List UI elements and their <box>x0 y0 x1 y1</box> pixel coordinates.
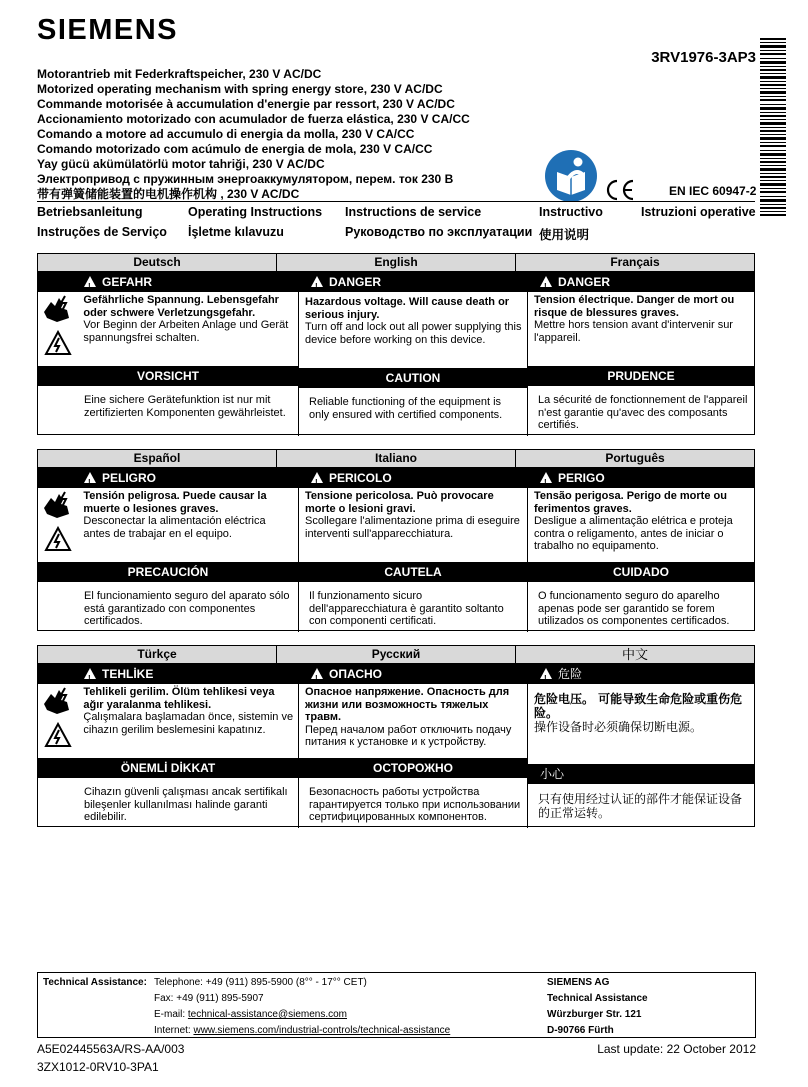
danger-bar <box>38 468 298 488</box>
caution-bar: CAUTELA <box>299 562 527 582</box>
danger-label: PELIGRO <box>102 471 157 485</box>
manual-title-it: Istruzioni operative <box>641 205 756 219</box>
caution-bar: CUIDADO <box>528 562 754 582</box>
language-header-row <box>38 254 754 272</box>
safety-block-3 <box>37 645 755 827</box>
lang-heading: Español <box>133 451 181 465</box>
document-number: A5E02445563A/RS-AA/003 <box>37 1042 185 1056</box>
language-header-row <box>38 646 754 664</box>
lang-heading: Türkçe <box>137 647 177 661</box>
warning-icon <box>84 668 96 679</box>
manual-title-ru: Руководство по эксплуатации <box>345 225 533 239</box>
danger-bold-text: Опасное напряжение. Опасность для жизни или возможность тяжелых травм. <box>305 686 510 723</box>
footer-email-row <box>154 1009 347 1020</box>
caution-bar: 小心 <box>528 764 754 784</box>
danger-label: ОПАСНО <box>329 667 382 681</box>
lang-heading: Português <box>515 450 754 467</box>
caution-text: El funcionamiento seguro del aparato sólo está garantizado con componentes certificados. <box>84 590 290 627</box>
caution-bar: CAUTION <box>299 368 527 388</box>
danger-text: 操作设备时必须确保切断电源。 <box>534 720 703 734</box>
title-en: Motorized operating mechanism with spring energy store, 230 V AC/DC <box>37 82 443 96</box>
danger-bar <box>528 664 754 684</box>
danger-bold-text: 危险电压。 可能导致生命危险或重伤危险。 <box>534 692 743 720</box>
footer-city: D-90766 Fürth <box>547 1025 614 1036</box>
lang-heading: 中文 <box>515 646 754 663</box>
footer-fax: Fax: +49 (911) 895-5907 <box>154 993 264 1004</box>
caution-bar: PRUDENCE <box>528 366 754 386</box>
caution-bar: PRECAUCIÓN <box>38 562 298 582</box>
warning-icon <box>311 472 323 483</box>
manual-title-de: Betriebsanleitung <box>37 205 143 219</box>
danger-text: Vor Beginn der Arbeiten Anlage und Gerät spannungsfrei schalten. <box>83 319 289 344</box>
lang-heading: Русский <box>276 646 515 663</box>
lang-heading: English <box>276 254 515 271</box>
manual-title-fr: Instructions de service <box>345 205 482 219</box>
footer-email-link[interactable]: technical-assistance@siemens.com <box>187 1009 348 1020</box>
title-fr: Commande motorisée à accumulation d'energie par ressort, 230 V AC/DC <box>37 97 455 111</box>
warning-icon <box>311 276 323 287</box>
title-es: Accionamiento motorizado con acumulador de fuerza elástica, 230 V CA/CC <box>37 112 470 126</box>
footer-email-label: E-mail: <box>154 1009 188 1020</box>
danger-bold-text: Tensione pericolosa. Può provocare morte o lesioni gravi. <box>305 490 494 515</box>
caution-text: O funcionamento seguro do aparelho apenas pode ser garantido se forem utilizados os componentes certificados. <box>538 590 730 627</box>
danger-text: Перед началом работ отключить подачу питания к установке и к устройству. <box>305 723 512 748</box>
danger-bar <box>38 272 298 292</box>
danger-bold-text: Tehlikeli gerilim. Ölüm tehlikesi veya ağır yaralanma tehlikesi. <box>83 686 275 711</box>
lang-heading: Deutsch <box>133 255 181 269</box>
danger-label: 危险 <box>558 667 583 681</box>
footer-street: Würzburger Str. 121 <box>547 1009 642 1020</box>
danger-text: Çalışmalara başlamadan önce, sistemin ve cihazın gerilim beslemesini kapatınız. <box>83 711 294 736</box>
caution-bar: ОСТОРОЖНО <box>299 758 527 778</box>
footer-internet-row <box>154 1025 450 1036</box>
danger-bar <box>299 664 527 684</box>
danger-label: GEFAHR <box>102 275 153 289</box>
footer-label: Technical Assistance: <box>43 977 147 988</box>
danger-text: Scollegare l'alimentazione prima di eseguire interventi sull'apparecchiatura. <box>305 515 520 540</box>
footer-internet-label: Internet: <box>154 1025 194 1036</box>
warning-icon <box>84 276 96 287</box>
manual-title-tr: İşletme kılavuzu <box>188 225 284 239</box>
danger-text: Desligue a alimentação elétrica e proteja contra o religamento, antes de iniciar o trabalho no equipamento. <box>534 515 733 552</box>
danger-bar <box>38 664 298 684</box>
danger-bold-text: Tension électrique. Danger de mort ou risque de blessures graves. <box>534 294 735 319</box>
caution-text: Cihazın güvenli çalışması ancak sertifikalı bileşenler kullanılması halinde garanti edilebilir. <box>84 786 288 823</box>
danger-bold-text: Hazardous voltage. Will cause death or serious injury. <box>305 296 510 321</box>
order-number: 3RV1976-3AP3 <box>651 49 756 66</box>
caution-text: Безопасность работы устройства гарантируется только при использовании сертифицированных компонентов. <box>309 786 521 823</box>
product-titles <box>37 67 470 202</box>
danger-bar <box>299 468 527 488</box>
danger-bold-text: Tensão perigosa. Perigo de morte ou ferimentos graves. <box>534 490 727 515</box>
manual-title-en: Operating Instructions <box>188 205 323 219</box>
read-manual-icon <box>545 150 597 202</box>
danger-text: Desconectar la alimentación eléctrica antes de trabajar en el equipo. <box>83 515 266 540</box>
header-divider <box>37 201 755 202</box>
electric-hazard-icon <box>44 330 72 356</box>
footer-telephone: Telephone: +49 (911) 895-5900 (8°° - 17°° CET) <box>154 977 367 988</box>
standard-label: EN IEC 60947-2 <box>669 184 757 198</box>
title-de: Motorantrieb mit Federkraftspeicher, 230 V AC/DC <box>37 67 322 81</box>
title-zh: 带有弹簧储能装置的电机操作机构 , 230 V AC/DC <box>37 187 300 201</box>
warning-icon <box>311 668 323 679</box>
warning-icon <box>540 472 552 483</box>
lang-heading: Français <box>515 254 754 271</box>
manual-title-es: Instructivo <box>539 205 603 219</box>
safety-block-1 <box>37 253 755 435</box>
technical-assistance-box <box>37 972 756 1038</box>
title-it: Comando a motore ad accumulo di energia da molla, 230 V CA/CC <box>37 127 415 141</box>
warning-icon <box>84 472 96 483</box>
danger-text: Mettre hors tension avant d'intervenir sur l'appareil. <box>534 319 733 344</box>
caution-bar: ÖNEMLİ DİKKAT <box>38 758 298 778</box>
danger-bar <box>528 272 754 292</box>
manual-title-pt: Instruções de Serviço <box>37 225 167 239</box>
caution-text: 只有使用经过认证的部件才能保证设备的正常运转。 <box>538 792 743 820</box>
footer-internet-link[interactable]: www.siemens.com/industrial-controls/technical-assistance <box>193 1025 451 1036</box>
danger-text: Turn off and lock out all power supplying this device before working on this device. <box>305 321 522 346</box>
footer-company: SIEMENS AG <box>547 977 610 988</box>
footer-dept: Technical Assistance <box>547 993 648 1004</box>
danger-label: TEHLİKE <box>102 667 154 681</box>
document-number-2: 3ZX1012-0RV10-3PA1 <box>37 1060 159 1074</box>
language-header-row <box>38 450 754 468</box>
title-ru: Электропривод с пружинным энергоаккумулятором, перем. ток 230 В <box>37 172 454 186</box>
danger-bar <box>299 272 527 292</box>
danger-bold-text: Gefährliche Spannung. Lebensgefahr oder schwere Verletzungsgefahr. <box>83 294 279 319</box>
hand-shock-icon <box>41 686 75 716</box>
caution-text: La sécurité de fonctionnement de l'appareil n'est garantie qu'avec des composants certifiés. <box>538 394 748 431</box>
ce-mark-icon <box>604 178 636 202</box>
hazard-icons <box>38 292 77 366</box>
caution-text: Reliable functioning of the equipment is only ensured with certified components. <box>309 396 503 421</box>
hand-shock-icon <box>41 294 75 324</box>
barcode-icon <box>760 38 786 216</box>
title-pt: Comando motorizado com acúmulo de energia de mola, 230 V CA/CC <box>37 142 433 156</box>
lang-heading: Italiano <box>276 450 515 467</box>
hazard-icons <box>38 684 77 758</box>
caution-text: Il funzionamento sicuro dell'apparecchiatura è garantito soltanto con componenti certificati. <box>309 590 504 627</box>
danger-bar <box>528 468 754 488</box>
warning-icon <box>540 668 552 679</box>
hazard-icons <box>38 488 77 562</box>
danger-bold-text: Tensión peligrosa. Puede causar la muerte o lesiones graves. <box>83 490 267 515</box>
electric-hazard-icon <box>44 526 72 552</box>
caution-text: Eine sichere Gerätefunktion ist nur mit zertifizierten Komponenten gewährleistet. <box>84 394 286 419</box>
caution-bar: VORSICHT <box>38 366 298 386</box>
danger-label: DANGER <box>558 275 611 289</box>
siemens-logo: SIEMENS <box>37 14 179 46</box>
electric-hazard-icon <box>44 722 72 748</box>
warning-icon <box>540 276 552 287</box>
danger-label: PERICOLO <box>329 471 392 485</box>
last-update: Last update: 22 October 2012 <box>597 1042 756 1056</box>
hand-shock-icon <box>41 490 75 520</box>
danger-label: PERIGO <box>558 471 605 485</box>
danger-label: DANGER <box>329 275 382 289</box>
title-tr: Yay gücü akümülatörlü motor tahriği, 230 V AC/DC <box>37 157 325 171</box>
manual-title-zh: 使用说明 <box>539 228 590 242</box>
safety-block-2 <box>37 449 755 631</box>
